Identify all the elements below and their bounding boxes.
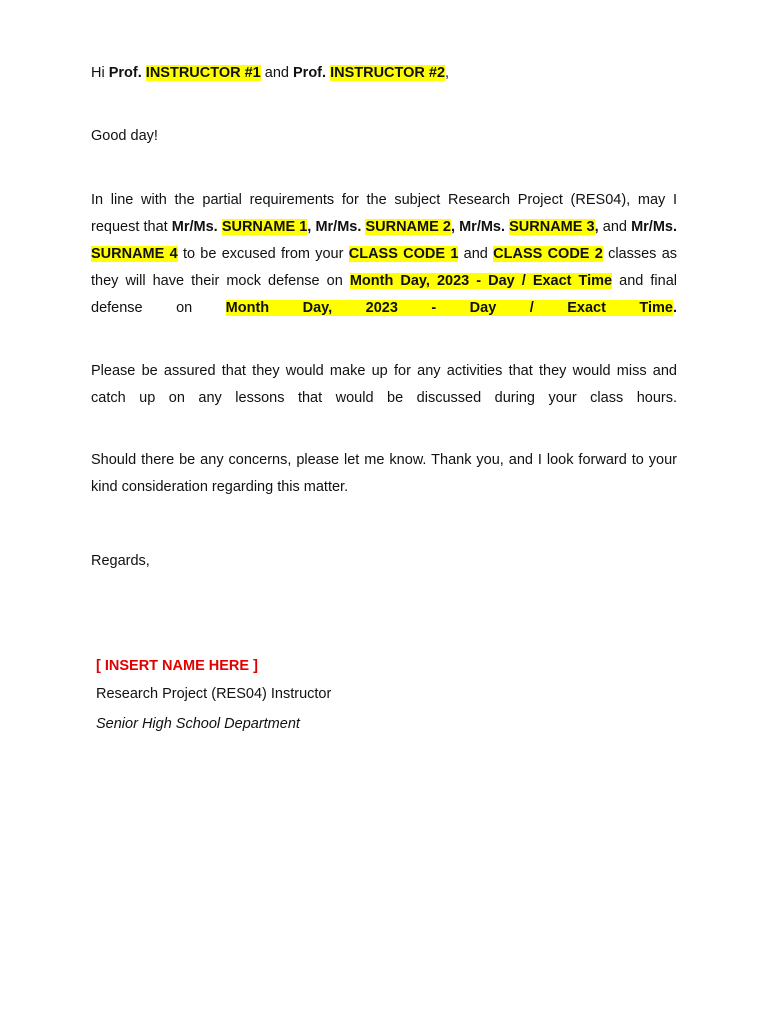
- surname-1-placeholder: SURNAME 1: [221, 219, 308, 235]
- class-code-2-placeholder: CLASS CODE 2: [493, 246, 603, 262]
- and-2: and: [463, 246, 488, 262]
- final-defense-date-placeholder: Month Day, 2023 - Day / Exact Time: [225, 300, 673, 316]
- good-day-line: Good day!: [91, 128, 158, 144]
- surname-3-placeholder: SURNAME 3: [509, 219, 595, 235]
- title-2: Mr/Ms.: [315, 219, 362, 235]
- signature-department: Senior High School Department: [96, 716, 300, 732]
- assurance-paragraph: Please be assured that they would make up for any activities that they would miss and catch up on any lessons that would be discussed during your class hours.: [91, 363, 677, 406]
- surname-4-placeholder: SURNAME 4: [91, 246, 178, 262]
- greeting-prof-2: Prof.: [293, 65, 327, 81]
- surname-2-placeholder: SURNAME 2: [365, 219, 451, 235]
- class-code-1-placeholder: CLASS CODE 1: [348, 246, 459, 262]
- closing-line: Regards,: [91, 553, 150, 569]
- greeting-prof-1: Prof.: [108, 65, 142, 81]
- greeting-and: and: [264, 65, 289, 81]
- title-3: Mr/Ms.: [459, 219, 506, 235]
- greeting-line: [91, 60, 677, 87]
- instructor-2-placeholder: INSTRUCTOR #2: [330, 65, 446, 81]
- signature-name-placeholder: [ INSERT NAME HERE ]: [96, 658, 258, 674]
- final-defense-text: and final defense on: [91, 273, 678, 316]
- request-intro: In line with the partial requirements for the subject Research Project (RES04), may I request that: [91, 192, 677, 235]
- sep-1: ,: [307, 219, 312, 235]
- title-1: Mr/Ms.: [171, 219, 218, 235]
- sep-2: ,: [450, 219, 455, 235]
- mock-defense-text: classes as they will have their mock defense on: [91, 246, 678, 289]
- request-period: .: [672, 300, 677, 316]
- mock-defense-date-placeholder: Month Day, 2023 - Day / Exact Time: [349, 273, 613, 289]
- excused-text: to be excused from your: [182, 246, 344, 262]
- and-1: and: [602, 219, 627, 235]
- request-paragraph: [91, 187, 677, 322]
- greeting-comma: ,: [445, 65, 450, 81]
- title-4: Mr/Ms.: [631, 219, 677, 235]
- greeting-hi: Hi: [91, 65, 105, 81]
- instructor-1-placeholder: INSTRUCTOR #1: [145, 65, 261, 81]
- concerns-paragraph: Should there be any concerns, please let me know. Thank you, and I look forward to your kind consideration regarding this matter.: [91, 452, 677, 495]
- signature-position: Research Project (RES04) Instructor: [96, 686, 332, 702]
- sep-3: ,: [594, 219, 599, 235]
